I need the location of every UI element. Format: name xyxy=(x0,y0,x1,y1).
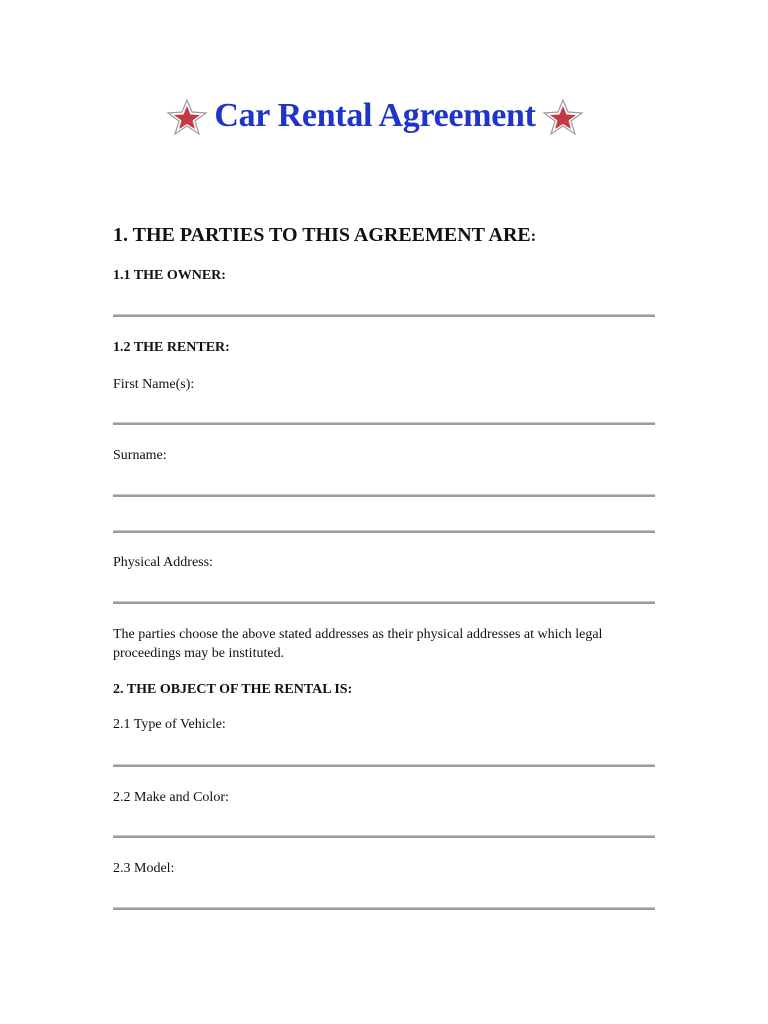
owner-entry-line[interactable] xyxy=(113,314,655,317)
star-icon xyxy=(164,96,210,136)
surname-label: Surname: xyxy=(113,448,167,463)
section-1-heading-colon: : xyxy=(530,228,537,245)
star-icon xyxy=(540,96,586,136)
address-note-paragraph: The parties choose the above stated addresses as their physical addresses at which legal proceedings may be instituted. xyxy=(113,627,603,661)
make-color-entry-line[interactable] xyxy=(113,835,655,838)
vehicle-type-entry-line[interactable] xyxy=(113,764,655,767)
model-label: 2.3 Model: xyxy=(113,861,175,876)
physical-address-entry-line[interactable] xyxy=(113,601,655,604)
make-color-label: 2.2 Make and Color: xyxy=(113,790,229,805)
first-names-label: First Name(s): xyxy=(113,377,195,392)
document-title-block xyxy=(150,88,600,144)
vehicle-type-label: 2.1 Type of Vehicle: xyxy=(113,717,226,732)
renter-heading: 1.2 THE RENTER: xyxy=(113,340,230,355)
first-names-entry-line[interactable] xyxy=(113,422,655,425)
section-1-heading xyxy=(113,224,536,247)
surname-entry-line[interactable] xyxy=(113,494,655,497)
physical-address-label: Physical Address: xyxy=(113,555,213,570)
page-title: Car Rental Agreement xyxy=(214,97,536,134)
section-1-heading-text: 1. THE PARTIES TO THIS AGREEMENT ARE xyxy=(113,224,531,246)
model-entry-line[interactable] xyxy=(113,907,655,910)
owner-heading: 1.1 THE OWNER: xyxy=(113,268,226,283)
section-2-heading: 2. THE OBJECT OF THE RENTAL IS: xyxy=(113,682,353,697)
surname-extra-entry-line[interactable] xyxy=(113,530,655,533)
